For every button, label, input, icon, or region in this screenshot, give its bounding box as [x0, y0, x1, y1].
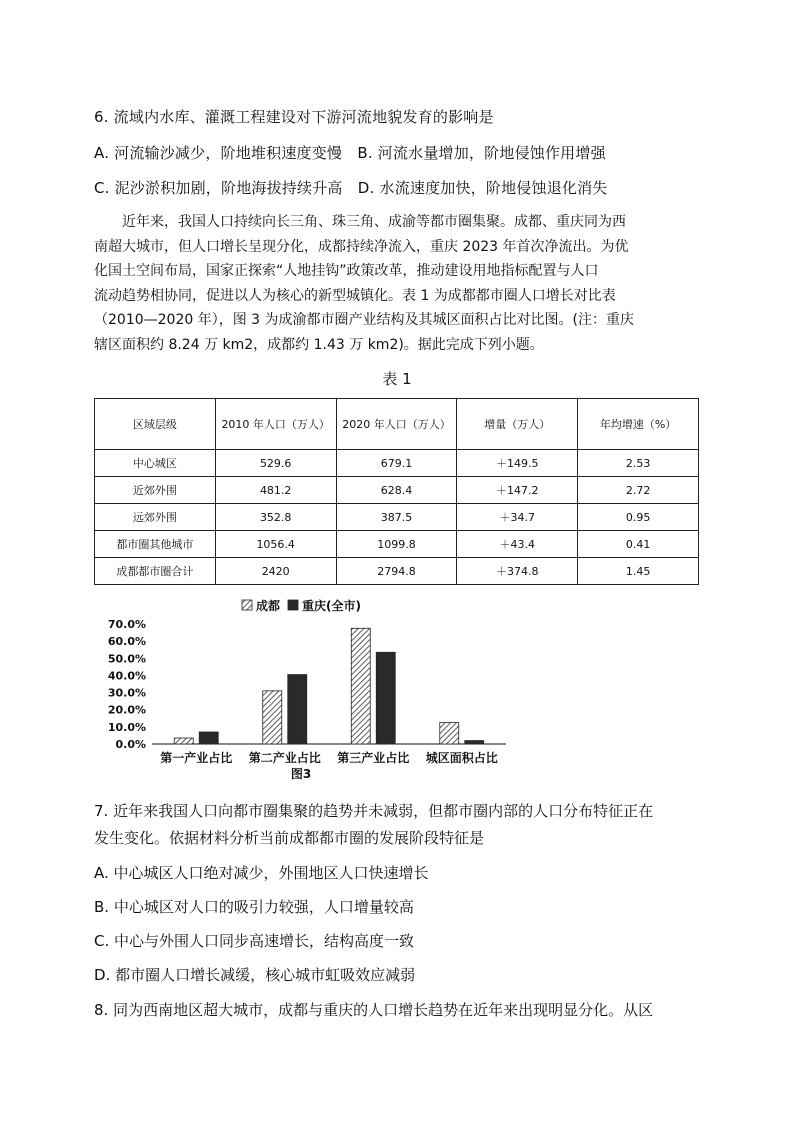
table-cell: ＋147.2: [457, 477, 578, 504]
table-header-cell: 增量（万人）: [457, 399, 578, 450]
table-cell: ＋149.5: [457, 450, 578, 477]
table-cell: ＋34.7: [457, 504, 578, 531]
bar-chongqing: [465, 741, 484, 744]
table-cell: 679.1: [336, 450, 457, 477]
y-tick-label: 50.0%: [107, 652, 146, 666]
table-cell: 481.2: [215, 477, 336, 504]
table-header-row: [95, 399, 699, 450]
bar-chengdu: [351, 628, 370, 744]
x-tick-label: 第三产业占比: [337, 751, 410, 765]
passage-line: 近年来，我国人口持续向长三角、珠三角、成渝等都市圈集聚。成都、重庆同为西: [122, 214, 626, 230]
table-cell: 近郊外围: [95, 477, 216, 504]
q7-option-d: D. 都市圈人口增长减缓，核心城市虹吸效应减弱: [94, 966, 416, 984]
table-cell: ＋374.8: [457, 558, 578, 585]
y-tick-label: 40.0%: [107, 669, 146, 683]
bar-chengdu: [440, 723, 459, 744]
table-cell: 1056.4: [215, 531, 336, 558]
table-cell: 远郊外围: [95, 504, 216, 531]
legend-swatch: [242, 600, 252, 610]
table-cell: 中心城区: [95, 450, 216, 477]
bar-chengdu: [174, 738, 193, 744]
bar-chongqing: [199, 732, 218, 744]
q6-options-cd: C. 泥沙淤积加剧，阶地海拔持续升高 D. 水流速度加快，阶地侵蚀退化消失: [94, 179, 608, 197]
passage-line: 流动趋势相协同，促进以人为核心的新型城镇化。表 1 为成都都市圈人口增长对比表: [94, 287, 616, 304]
x-tick-label: 第一产业占比: [160, 751, 233, 765]
y-tick-label: 70.0%: [107, 618, 146, 631]
table-cell: 1.45: [578, 558, 699, 585]
table-cell: 2.72: [578, 477, 699, 504]
bar-chongqing: [288, 675, 307, 744]
q7-stem: [94, 798, 704, 852]
figure-caption: 图3: [290, 767, 312, 781]
table-row: [95, 531, 699, 558]
table-row: [95, 477, 699, 504]
industry-structure-chart: [94, 598, 514, 783]
table-cell: 0.41: [578, 531, 699, 558]
passage: [94, 210, 704, 357]
table-cell: 2.53: [578, 450, 699, 477]
table-cell: 2420: [215, 558, 336, 585]
y-tick-label: 10.0%: [107, 720, 146, 734]
x-tick-label: 第二产业占比: [248, 751, 321, 765]
table-cell: 352.8: [215, 504, 336, 531]
table-header-cell: 2010 年人口（万人）: [215, 399, 336, 450]
y-tick-label: 60.0%: [107, 635, 146, 649]
legend-swatch: [288, 600, 298, 610]
table-cell: 都市圈其他城市: [95, 531, 216, 558]
bar-chongqing: [376, 652, 395, 744]
y-tick-label: 30.0%: [107, 686, 146, 700]
q8-stem: 8. 同为西南地区超大城市，成都与重庆的人口增长趋势在近年来出现明显分化。从区: [94, 1001, 654, 1019]
table-cell: 529.6: [215, 450, 336, 477]
table-cell: 387.5: [336, 504, 457, 531]
table-header-cell: 区域层级: [95, 399, 216, 450]
q7-stem-line: 7. 近年来我国人口向都市圈集聚的趋势并未减弱，但都市圈内部的人口分布特征正在: [94, 802, 654, 820]
table-row: [95, 450, 699, 477]
legend-label: 重庆(全市): [302, 599, 361, 613]
passage-line: 化国土空间布局，国家正探索“人地挂钩”政策改革，推动建设用地指标配置与人口: [94, 263, 599, 279]
q7-option-b: B. 中心城区对人口的吸引力较强，人口增量较高: [94, 898, 414, 916]
bar-chengdu: [263, 691, 282, 744]
table-caption: 表 1: [382, 370, 412, 388]
table-cell: 0.95: [578, 504, 699, 531]
table-cell: 628.4: [336, 477, 457, 504]
table-cell: ＋43.4: [457, 531, 578, 558]
table-cell: 成都都市圈合计: [95, 558, 216, 585]
table-cell: 1099.8: [336, 531, 457, 558]
table-row: [95, 558, 699, 585]
legend-label: 成都: [256, 599, 281, 613]
table-cell: 2794.8: [336, 558, 457, 585]
table-row: [95, 504, 699, 531]
population-table: [94, 398, 699, 585]
passage-line: （2010—2020 年），图 3 为成渝都市圈产业结构及其城区面积占比对比图。(注：重庆: [94, 312, 634, 328]
q7-stem-line: 发生变化。依据材料分析当前成都都市圈的发展阶段特征是: [94, 829, 485, 847]
q6-stem: 6. 流域内水库、灌溉工程建设对下游河流地貌发育的影响是: [94, 108, 494, 126]
table-header-cell: 年均增速（%）: [578, 399, 699, 450]
q7-option-a: A. 中心城区人口绝对减少，外围地区人口快速增长: [94, 864, 429, 882]
table-header-cell: 2020 年人口（万人）: [336, 399, 457, 450]
y-tick-label: 20.0%: [107, 703, 146, 717]
y-tick-label: 0.0%: [115, 738, 146, 751]
x-tick-label: 城区面积占比: [425, 751, 498, 765]
passage-line: 南超大城市，但人口增长呈现分化，成都持续净流入，重庆 2023 年首次净流出。为优: [94, 238, 629, 255]
passage-line: 辖区面积约 8.24 万 km2，成都约 1.43 万 km2)。据此完成下列小题。: [94, 336, 544, 353]
q7-option-c: C. 中心与外围人口同步高速增长，结构高度一致: [94, 932, 415, 950]
q6-options-ab: A. 河流输沙减少，阶地堆积速度变慢 B. 河流水量增加，阶地侵蚀作用增强: [94, 144, 606, 162]
